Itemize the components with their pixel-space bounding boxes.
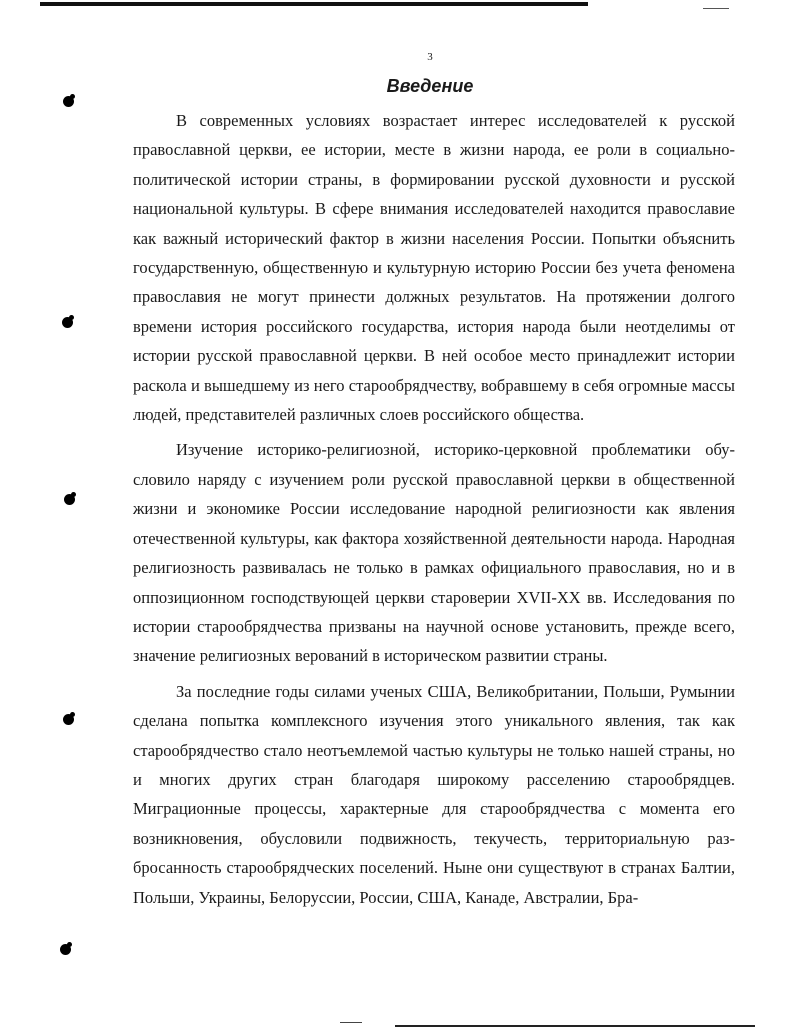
- binder-hole-1: [63, 96, 74, 107]
- page-number: 3: [427, 51, 433, 63]
- document-body: [133, 106, 735, 918]
- scan-top-edge-line: [40, 2, 588, 6]
- scan-bottom-edge-line: [395, 1025, 755, 1027]
- scan-bottom-left-mark: [340, 1022, 362, 1023]
- page-title: Введение: [386, 76, 474, 96]
- binder-hole-3: [64, 494, 75, 505]
- paragraph-3: За последние годы силами ученых США, Великобритании, Польши, Румынии сделана попытка комплексного изучения этого уникального явления, так как старообрядчество стало неотъемлемой частью культуры не только нашей страны, но и многих других стран благодаря широкому расселению старообрядцев. Миграционные процессы, характерные для старообрядчества с момента его возникновения, обусловили подвижность, текучесть, территориальную разбросанность старообрядческих поселений. Ныне они существуют в странах Балтии, Польши, Украины, Белоруссии, России, США, Канаде, Австралии, Бра-: [133, 681, 735, 907]
- paragraph-2: Изучение историко-религиозной, историко-церковной проблематики обусловило наряду с изучением роли русской православной церкви в общественной жизни и экономике России исследование народной религиозности как явления отечественной культуры, как фактора хозяйственной деятельности народа. Народная религиозность развивалась не только в рамках официального православия, но и в оппозиционном господствующей церкви староверии XVII-XX вв. Исследования по истории старообрядчества призваны на научной основе установить, прежде всего, значение религиозных верований в историческом развитии страны.: [133, 440, 735, 666]
- binder-hole-2: [62, 317, 73, 328]
- scan-top-right-mark: [703, 8, 729, 9]
- binder-hole-4: [63, 714, 74, 725]
- paragraph-1: В современных условиях возрастает интерес исследователей к русской православной церкви, ее истории, месте в жизни народа, ее роли в социально-политической истории страны, в формировании русской духовности и русской национальной культуры. В сфере внимания исследователей находится православие как важный исторический фактор в жизни населения России. Попытки объяснить государственную, общественную и культурную историю России без учета феномена православия не могут принести должных результатов. На протяжении долгого времени история российского государства, история народа были неотделимы от истории русской православной церкви. В ней особое место принадлежит истории раскола и вышедшему из него старообрядчеству, вобравшему в себя огромные массы людей, представителей различных слоев российского общества.: [133, 111, 735, 425]
- binder-hole-5: [60, 944, 71, 955]
